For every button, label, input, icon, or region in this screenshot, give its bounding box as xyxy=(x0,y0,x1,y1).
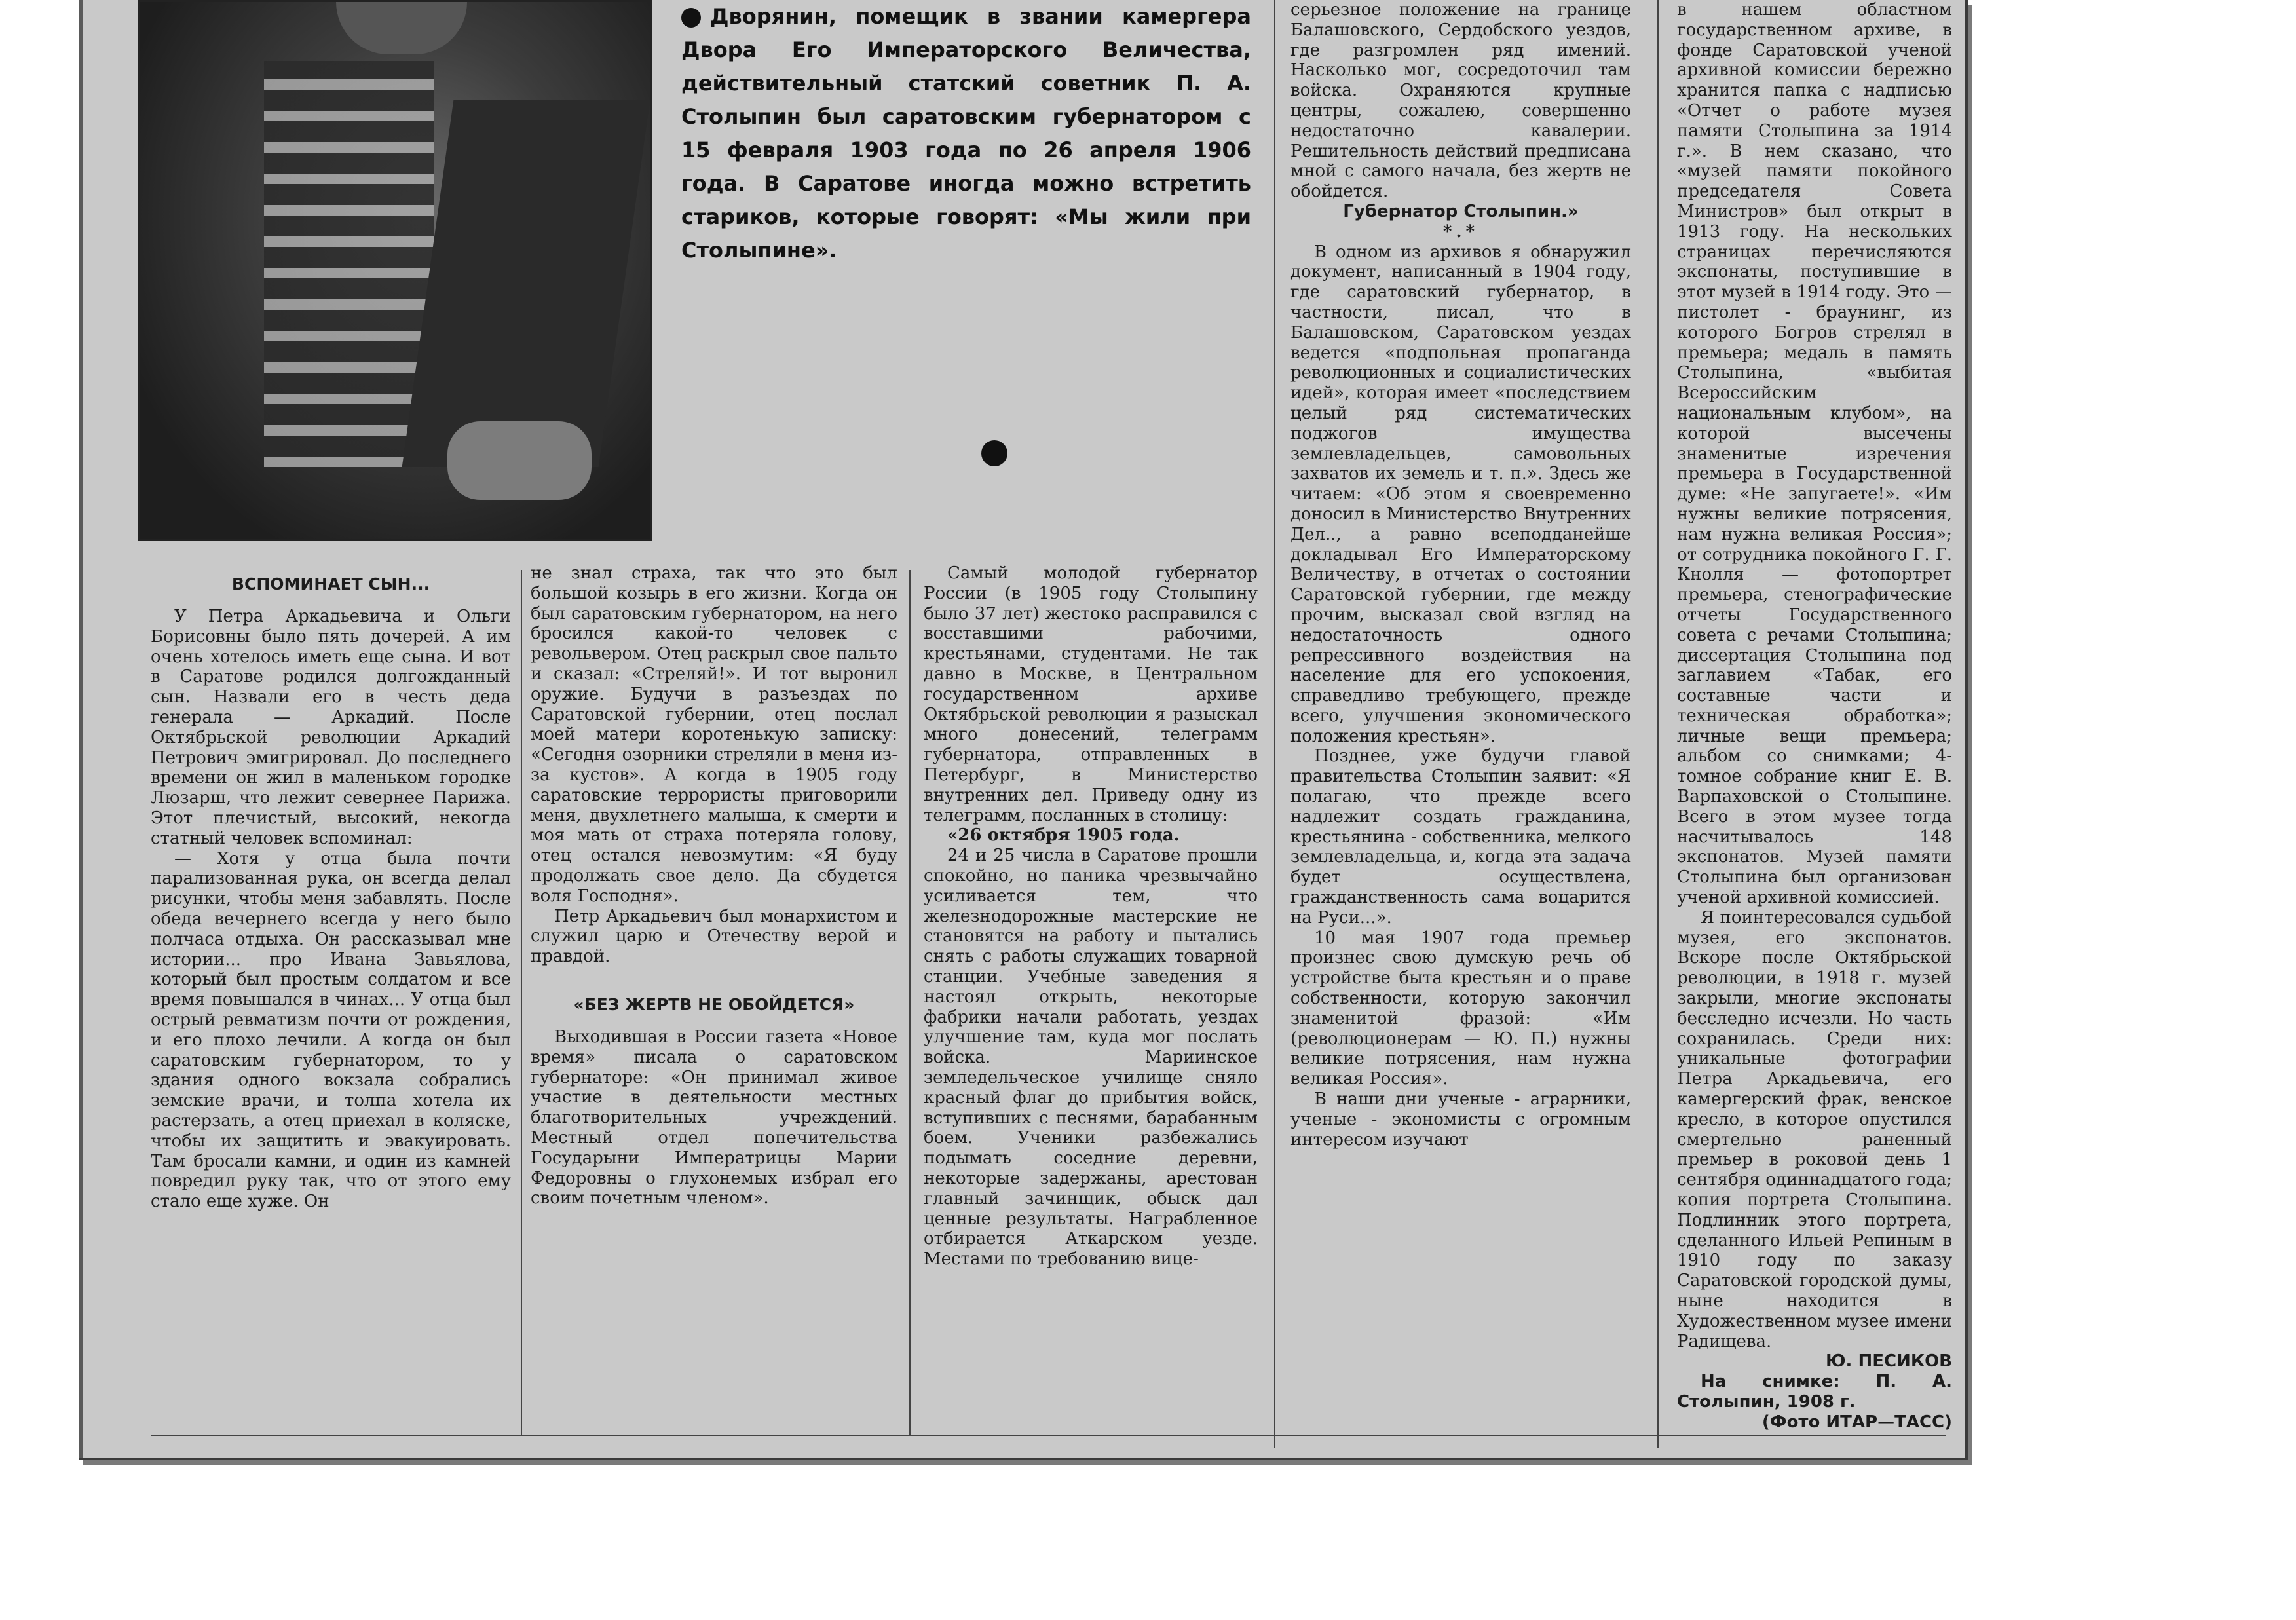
paragraph: Выходившая в России газета «Новое время» писала о саратовском губернаторе: «Он принимал живое участие в деятельности местных благотворительных учреждений. Местный отдел попечительства Государыни Императрицы Марии Федоровны о глухонемых избрал его своим почетным членом». xyxy=(531,1027,897,1209)
column-1 xyxy=(151,563,511,1435)
clipping-edge xyxy=(79,0,83,1458)
paragraph: — Хотя у отца была почти парализованная рука, он всегда делал рисунки, чтобы меня забавлять. После обеда вечернего всегда у него было полчаса отдыха. Он рассказывал мне истории... про Ивана Завьялова, который был простым солдатом и все время повышался в чинах... У отца был острый ревматизм почти от рождения, и его плохо лечили. А когда он был саратовским губернатором, то у здания одного вокзала собрались земские врачи, и толпа хотела их растерзать, а отец приехал в коляске, чтобы их защитить и эвакуировать. Там бросали камни, и один из камней повредил руку так, что от этого ему стало еще хуже. Он xyxy=(151,848,511,1212)
separator-dot-icon xyxy=(981,440,1007,466)
bottom-rule xyxy=(151,1435,1946,1436)
column-rule xyxy=(1657,0,1659,1448)
portrait-sash xyxy=(402,100,650,467)
paragraph: 10 мая 1907 года премьер произнес свою думскую речь об устройстве быта крестьян и о праве собственности, которую закончил знаменитой фразой: «Им (революционерам — Ю. П.) нужны великие потрясения, нам нужна великая Россия». xyxy=(1290,928,1631,1089)
section-stars: *.* xyxy=(1442,221,1479,242)
paragraph: 24 и 25 числа в Саратове прошли спокойно, но паника чрезвычайно усиливается тем, что железнодорожные мастерские не становятся на работу и пытались снять с работы служащих товарной станции. Учебные заведения я настоял открыть, некоторые фабрики начали работать, уездах улучшение там, куда мог послать войска. Мариинское земледельческое училище сняло красный флаг до прибытия войск, вступивших с песнями, барабанным боем. Ученики разбежались подымать соседние деревни, некоторые задержаны, арестован главный зачинщик, обыск дал ценные результаты. Награбленное отбирается Аткарском уезде. Местами по требованию вице- xyxy=(924,846,1258,1270)
paragraph: В одном из архивов я обнаружил документ, написанный в 1904 году, где саратовский губернатор, в частности, писал, что в Балашовском, Саратовском уездах ведется «подпольная пропаганда революционных и социалистических идей», которая имеет «последствием целый ряд систематических поджогов имущества землевладельцев, самовольных захватов их земель и т. п.». Здесь же читаем: «Об этом я своевременно доносил в Министерство Внутренних Дел.., а равно всеподданейше докладывал Его Императорскому Величеству, в отчетах о состоянии Саратовской губернии, где между прочим, высказал свой взгляд на недостаточность одного репрессивного воздействия на население для его успокоения, справедливо требующего, прежде всего, улучшения экономического положения крестьян». xyxy=(1290,242,1631,746)
column-rule xyxy=(1274,0,1275,1448)
paragraph: серьезное положение на границе Балашовского, Сердобского уездов, где разгромлен ряд имений. Насколько мог, сосредоточил там войска. Охраняются крупные центры, сожалею, совершенно недостаточно кавалерии. Решительность действий предписана мной с самого начала, без жертв не обойдется. xyxy=(1290,0,1631,202)
paragraph: в нашем областном государственном архиве, в фонде Саратовской ученой архивной комиссии бережно хранится папка с надписью «Отчет о работе музея памяти Столыпина за 1914 г.». В нем сказано, что «музей памяти покойного председателя Совета Министров» был открыт в 1913 году. На нескольких страницах перечисляются экспонаты, поступившие в этот музей в 1914 году. Это — пистолет - браунинг, из которого Богров стрелял в премьера; медаль в память Столыпина, «выбитая Всероссийским национальным клубом», на которой высечены знаменитые изречения премьера в Государственной думе: «Не запугаете!». «Им нужны великие потрясения, нам нужна великая Россия»; от сотрудника покойного Г. Г. Кнолля — фотопортрет премьера, стенографические отчеты Государственного совета с речами Столыпина; диссертация Столыпина под заглавием «Табак, его составные части и техническая обработка»; личные вещи премьера; альбом со снимками; 4-томное собрание книг Е. В. Варпаховской о Столыпине. Всего в этом музее тогда насчитывалось 148 экспонатов. Музей памяти Столыпина был организован ученой архивной комиссией. xyxy=(1677,0,1952,908)
bullet-icon xyxy=(681,8,701,28)
paragraph: Позднее, уже будучи главой правительства Столыпин заявит: «Я полагаю, что прежде всего надлежит создать гражданина, крестьянина - собственника, мелкого землевладельца, и, когда эта задача будет осуществлена, гражданственность сама воцарится на Руси...». xyxy=(1290,746,1631,928)
paragraph: Самый молодой губернатор России (в 1905 году Столыпину было 37 лет) жестоко расправился с восставшими рабочими, крестьянами, студентами. Не так давно в Москве, в Центральном государственном архиве Октябрьской революции я разыскал много донесений, телеграмм губернатора, отправленных в Петербург, в Министерство внутренних дел. Приведу одну из телеграмм, посланных в столицу: xyxy=(924,563,1258,825)
paragraph: Я поинтересовался судьбой музея, его экспонатов. Вскоре после Октябрьской революции, в 1918 г. музей закрыли, многие экспонаты бесследно исчезли. Но часть сохранилась. Среди них: уникальные фотографии Петра Аркадьевича, его камергерский фрак, венское кресло, в которое опустился смертельно раненный премьер в роковой день 1 сентября одиннадцатого года; копия портрета Столыпина. Подлинник этого портрета, сделанного Ильей Репиным в 1910 году по заказу Саратовской городской думы, ныне находится в Художественном музее имени Радищева. xyxy=(1677,907,1952,1351)
photo-caption: На снимке: П. А. Столыпин, 1908 г. xyxy=(1677,1372,1952,1412)
column-4 xyxy=(1290,0,1631,1435)
telegram-signature: Губернатор Столыпин.» xyxy=(1343,201,1579,221)
paragraph: В наши дни ученые - аграрники, ученые - экономисты с огромным интересом изучают xyxy=(1290,1089,1631,1150)
section-heading-no-sacrifice: «БЕЗ ЖЕРТВ НЕ ОБОЙДЕТСЯ» xyxy=(573,994,855,1014)
column-rule xyxy=(521,570,522,1435)
column-5 xyxy=(1677,0,1952,1435)
portrait-uniform-braid xyxy=(264,61,434,467)
column-rule xyxy=(909,570,911,1435)
portrait-hand xyxy=(447,421,592,500)
photo-credit: (Фото ИТАР—ТАСС) xyxy=(1761,1412,1952,1432)
paragraph: Петр Аркадьевич был монархистом и служил царю и Отечеству верой и правдой. xyxy=(531,906,897,967)
column-3 xyxy=(924,563,1258,1435)
section-heading-son: ВСПОМИНАЕТ СЫН... xyxy=(231,575,430,593)
author-signature: Ю. ПЕСИКОВ xyxy=(1826,1351,1952,1372)
newspaper-clipping xyxy=(79,0,1968,1460)
telegram-date: «26 октября 1905 года. xyxy=(947,825,1180,846)
portrait-photo xyxy=(138,0,652,541)
paragraph: не знал страха, так что это был большой козырь в его жизни. Когда он был саратовским губернатором, на него бросился какой-то человек с револьвером. Отец раскрыл свое пальто и сказал: «Стреляй!». И тот выронил оружие. Будучи в разъездах по Саратовской губернии, отец послал моей матери коротенькую записку: «Сегодня озорники стреляли в меня из-за кустов». А когда в 1905 году саратовские террористы приговорили меня, двухлетнего малыша, к смерти и моя мать от страха потеряла голову, отец остался невозмутим: «Я буду продолжать свое дело. Да сбудется воля Господня». xyxy=(531,563,897,906)
lead-paragraph xyxy=(681,0,1251,419)
paragraph: У Петра Аркадьевича и Ольги Борисовны было пять дочерей. А им очень хотелось иметь еще сына. И вот в Саратове родился долгожданный сын. Назвали его в честь деда генерала — Аркадий. После Октябрьской революции Аркадий Петрович эмигрировал. До последнего времени он жил в маленьком городке Люзарш, что лежит севернее Парижа. Этот плечистый, высокий, некогда статный человек вспоминал: xyxy=(151,607,511,848)
portrait-face xyxy=(336,2,467,54)
lead-text: Дворянин, помещик в звании камергера Двора Его Императорского Величества, действительный статский советник П. А. Столыпин был саратовским губернатором с 15 февраля 1903 года по 26 апреля 1906 года. В Саратове иногда можно встретить стариков, которые говорят: «Мы жили при Столыпине». xyxy=(681,4,1251,263)
column-2 xyxy=(531,563,897,1435)
